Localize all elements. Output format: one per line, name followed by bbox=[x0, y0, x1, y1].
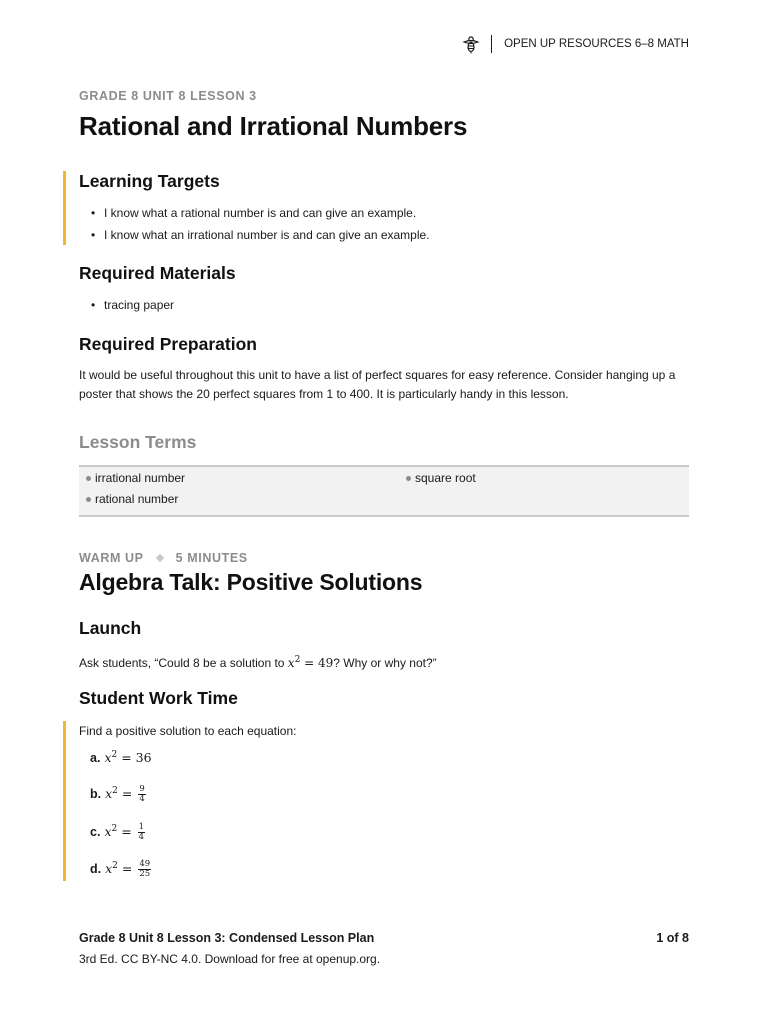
math-equals: = bbox=[117, 823, 136, 839]
problem-label: a. bbox=[90, 751, 101, 766]
term-item: rational number bbox=[86, 492, 178, 506]
diamond-separator-icon bbox=[155, 554, 163, 562]
warmup-eyebrow bbox=[79, 551, 248, 565]
required-preparation-heading: Required Preparation bbox=[79, 334, 257, 354]
launch-text bbox=[79, 651, 679, 673]
fraction bbox=[138, 785, 145, 804]
list-item: • I know what a rational number is and can give an example. bbox=[79, 202, 430, 224]
term-item: square root bbox=[406, 471, 476, 485]
bee-logo-icon bbox=[461, 34, 481, 54]
math-expression bbox=[288, 656, 333, 670]
student-work-time-heading: Student Work Time bbox=[79, 688, 238, 708]
learning-targets-list bbox=[79, 202, 430, 246]
math-exponent: 2 bbox=[112, 785, 118, 796]
math-rhs: = 49 bbox=[300, 656, 334, 670]
math-equals: = bbox=[117, 860, 137, 876]
footer-title: Grade 8 Unit 8 Lesson 3: Condensed Lesson Plan bbox=[79, 931, 375, 945]
launch-text-start: Ask students, “Could 8 be a solution to bbox=[79, 656, 288, 670]
brand-name: OPEN UP RESOURCES 6–8 MATH bbox=[504, 38, 689, 50]
problem-b bbox=[90, 785, 146, 804]
header-divider bbox=[491, 35, 492, 53]
problem-label: d. bbox=[90, 861, 102, 876]
math-var: x bbox=[105, 785, 113, 801]
fraction-numerator: 49 bbox=[139, 859, 151, 869]
math-exponent: 2 bbox=[112, 860, 118, 871]
top-header bbox=[461, 34, 689, 54]
problem-label: b. bbox=[90, 786, 102, 801]
list-item: • I know what an irrational number is and can give an example. bbox=[79, 224, 430, 246]
lesson-eyebrow: GRADE 8 UNIT 8 LESSON 3 bbox=[79, 89, 257, 103]
launch-heading: Launch bbox=[79, 618, 142, 638]
lesson-terms-heading: Lesson Terms bbox=[79, 432, 197, 452]
math-var: x bbox=[287, 656, 295, 670]
lesson-terms-box bbox=[79, 465, 689, 517]
learning-targets-heading: Learning Targets bbox=[79, 171, 220, 191]
math-var: x bbox=[104, 750, 112, 766]
math-expression bbox=[105, 861, 136, 876]
required-preparation-text: It would be useful throughout this unit to have a list of perfect squares for easy reference. Consider hanging up a poster that shows the 20 perfect squares from 1 to 400. It is particularly handy in this lesson. bbox=[79, 368, 676, 401]
fraction bbox=[138, 823, 145, 842]
page-title: Rational and Irrational Numbers bbox=[79, 111, 468, 141]
term-item: irrational number bbox=[86, 471, 185, 485]
math-value: 36 bbox=[135, 750, 152, 766]
math-expression bbox=[104, 750, 151, 765]
math-var: x bbox=[105, 860, 113, 876]
math-var: x bbox=[104, 823, 112, 839]
fraction-numerator: 9 bbox=[139, 784, 145, 794]
warmup-duration: 5 MINUTES bbox=[175, 551, 248, 565]
student-work-intro: Find a positive solution to each equation: bbox=[79, 724, 297, 738]
activity-title: Algebra Talk: Positive Solutions bbox=[79, 569, 423, 595]
problem-d bbox=[90, 860, 151, 879]
learning-targets-accent-bar bbox=[63, 171, 66, 245]
fraction-denominator: 25 bbox=[139, 869, 151, 879]
fraction-numerator: 1 bbox=[138, 822, 145, 832]
fraction-denominator: 4 bbox=[139, 794, 145, 804]
fraction-denominator: 4 bbox=[138, 832, 145, 842]
math-expression bbox=[104, 824, 135, 839]
required-materials-list bbox=[79, 294, 174, 316]
fraction bbox=[138, 860, 151, 879]
list-item: • tracing paper bbox=[79, 294, 174, 316]
math-equals: = bbox=[117, 750, 136, 766]
required-materials-heading: Required Materials bbox=[79, 263, 236, 283]
warmup-label: WARM UP bbox=[79, 551, 144, 565]
problem-label: c. bbox=[90, 824, 101, 839]
math-expression bbox=[105, 786, 136, 801]
lesson-page bbox=[79, 0, 689, 1024]
launch-text-end: ? Why or why not?” bbox=[333, 656, 437, 670]
problem-a bbox=[90, 750, 152, 765]
page-number: 1 of 8 bbox=[656, 931, 689, 945]
math-equals: = bbox=[117, 785, 137, 801]
footer-license: 3rd Ed. CC BY-NC 4.0. Download for free at openup.org. bbox=[79, 952, 381, 966]
math-exponent: 2 bbox=[111, 823, 118, 834]
math-exponent: 2 bbox=[111, 750, 118, 760]
problem-c bbox=[90, 823, 145, 842]
math-exponent: 2 bbox=[294, 655, 301, 665]
student-work-accent-bar bbox=[63, 721, 66, 881]
